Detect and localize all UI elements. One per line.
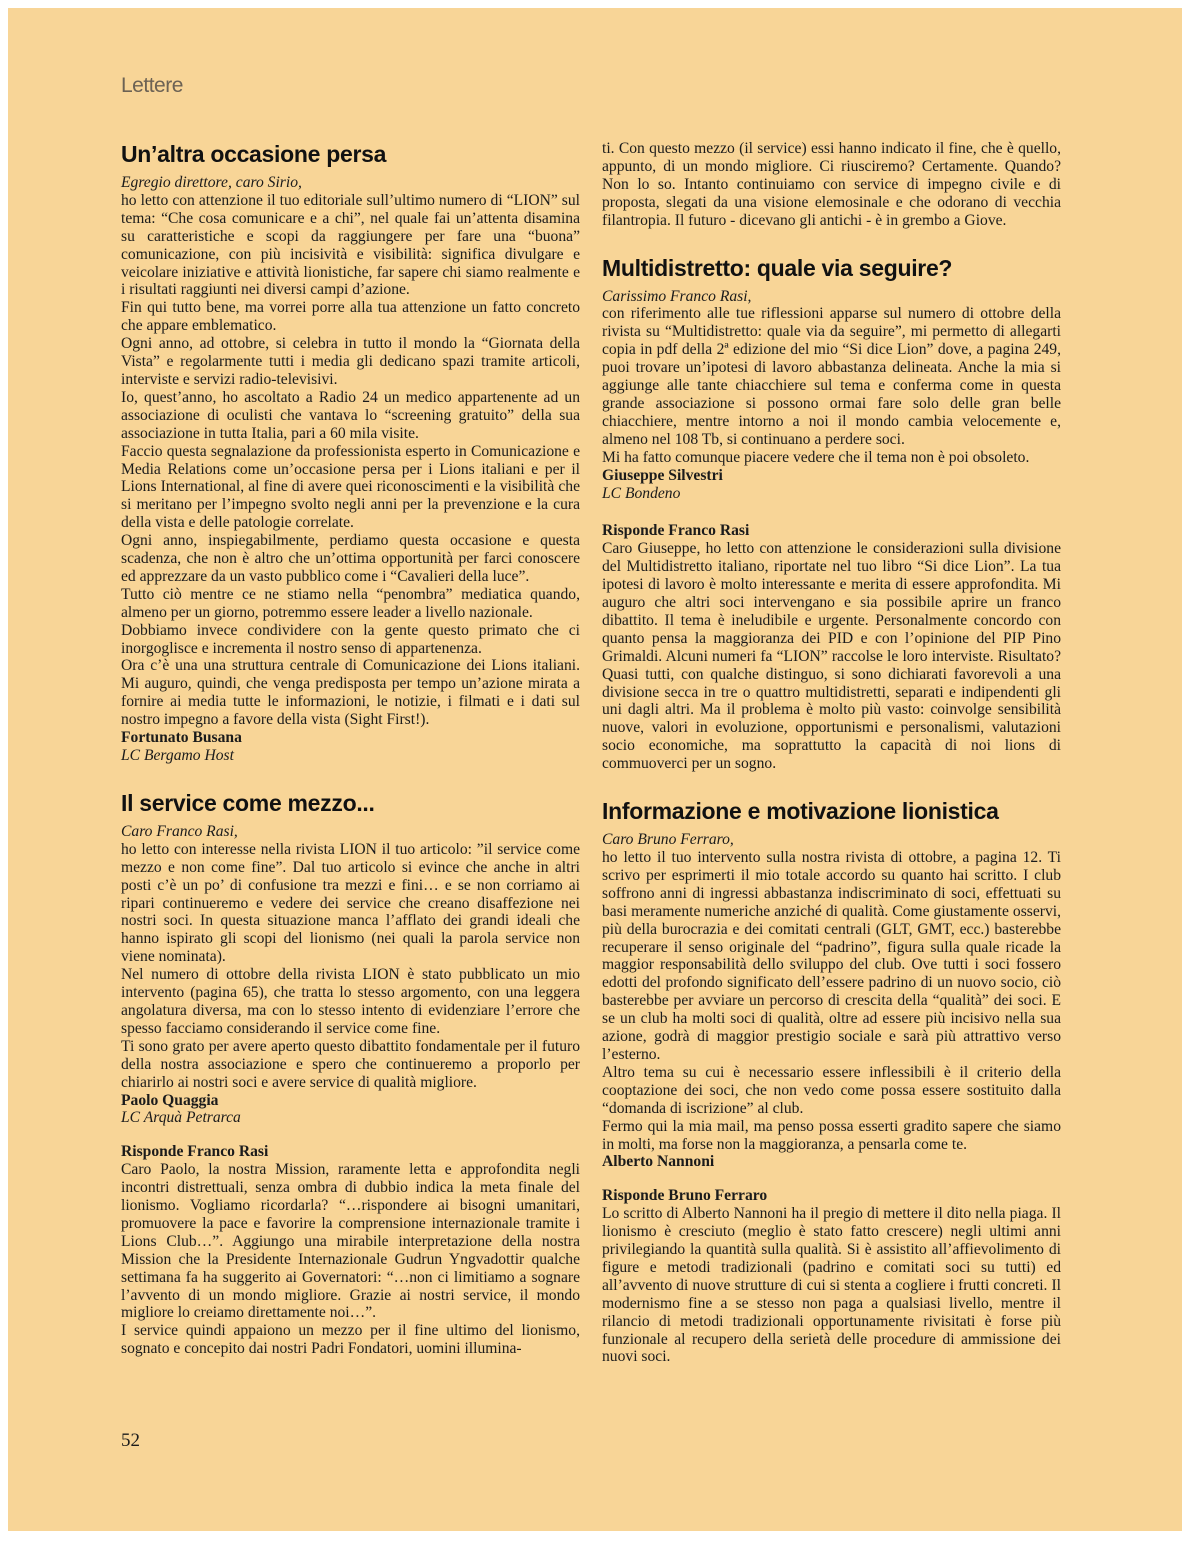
letter-paragraph: ho letto con interesse nella rivista LION il tuo articolo: ”il service come mezzo e non come fine”. Dal tuo articolo si evince che anche in altri posti c’è un po’ di confusione tra mezzi e fini… e se non corriamo ai ripari continueremo e vedere dei service che creano disaffezione nei nostri soci. In questa situazione manca l’afflato dei grandi ideali che hanno ispirato gli scopi del lionismo (nei quali la parola service non viene nominata). [121,840,580,966]
signature-club: LC Bergamo Host [121,747,234,764]
section-label-text: Lettere [121,74,183,97]
signature-name: Alberto Nannoni [602,1153,715,1171]
left-column [121,140,580,1358]
reply-heading: Risponde Franco Rasi [121,1143,269,1161]
letter-salutation: Caro Franco Rasi, [121,822,238,840]
letter-paragraph: Faccio questa segnalazione da professionista esperto in Comunicazione e Media Relations come un’occasione persa per i Lions italiani e per il Lions International, al fine di avere quei riconoscimenti e la visibilità che si meritano per l’impegno svolto negli anni per la prevenzione e la cura della vista e delle patologie correlate. [121,442,580,532]
letter-paragraph: Dobbiamo invece condividere con la gente questo primato che ci inorgoglisce e incrementa il nostro senso di appartenenza. [121,621,580,657]
letter-informazione-motivazione [602,797,1061,1366]
letter-service-mezzo [121,789,580,1358]
letter-title: Un’altra occasione persa [121,141,387,167]
page-number: 52 [121,1430,140,1451]
letter-salutation: Caro Bruno Ferraro, [602,831,734,849]
letter-paragraph: Nel numero di ottobre della rivista LION è stato pubblicato un mio intervento (pagina 65), che tratta lo stesso argomento, con una leggera angolatura diversa, ma con lo stesso intento di evidenziare l’errore che spesso facciamo considerando il service come fine. [121,966,580,1037]
letter-salutation: Egregio direttore, caro Sirio, [121,174,302,191]
letter-paragraph: Altro tema su cui è necessario essere inflessibili è il criterio della cooptazione dei soci, che non vedo come possa essere sostituito dalla “domanda di iscrizione” al club. [602,1063,1061,1117]
letter-paragraph: Ogni anno, ad ottobre, si celebra in tutto il mondo la “Giornata della Vista” e regolarmente tutti i media gli dedicano spazi tramite articoli, interviste e servizi radio-televisivi. [121,335,580,388]
letter-paragraph: Ogni anno, inspiegabilmente, perdiamo questa occasione e questa scadenza, che non è altro che un’ottima opportunità per farci conoscere ed apprezzare da un vasto pubblico come i “Cavalieri della luce”. [121,532,580,585]
letter-title: Informazione e motivazione lionistica [602,798,999,825]
letter-salutation: Carissimo Franco Rasi, [602,287,752,305]
letter-paragraph: Mi ha fatto comunque piacere vedere che il tema non è poi obsoleto. [602,448,1030,466]
letter-paragraph: ho letto il tuo intervento sulla nostra rivista di ottobre, a pagina 12. Ti scrivo per esprimerti il mio totale accordo su quanto hai scritto. I club soffrono anni di ingressi abbastanza indiscriminato di soci, effettuati su basi meramente numeriche anziché di qualità. Come giustamente osservi, più della burocrazia e dei comitati centrali (GLT, GMT, ecc.) basterebbe recuperare il senso originale del “padrino”, figura sulla quale ricade la maggior responsabilità dello sviluppo del club. Ove tutti i soci fossero edotti del profondo significato dell’essere padrino di un nuovo socio, ciò basterebbe per avviare un percorso di crescita della “qualità” dei soci. E se un club ha molti soci di qualità, oltre ad essere più incisivo nella sua azione, godrà di maggior prestigio sociale e sarà più attrattivo verso l’esterno. [602,849,1061,1063]
letter-paragraph: ho letto con attenzione il tuo editoriale sull’ultimo numero di “LION” sul tema: “Che cosa comunicare e a chi”, nel quale fai un’attenta disamina su caratteristiche e scopi da raggiungere per fare una “buona” comunicazione, con più incisività e visibilità: significa divulgare e veicolare iniziative e attività lionistiche, far sapere chi siamo realmente e i risultati raggiunti nei diversi campi d’azione. [121,191,580,299]
signature-name: Giuseppe Silvestri [602,466,723,484]
letter-paragraph: Tutto ciò mentre ce ne stiamo nella “penombra” mediatica quando, almeno per un giorno, potremmo essere leader a livello nazionale. [121,585,580,621]
signature-club: LC Bondeno [602,484,681,502]
letter-paragraph: Ora c’è una una struttura centrale di Comunicazione dei Lions italiani. Mi auguro, quindi, che venga predisposta per tempo un’azione mirata a fornire ai media tutte le informazioni, le notizie, i filmati e i dati sul nostro impegno a favore della vista (Sight First!). [121,657,580,729]
signature-club: LC Arquà Petrarca [121,1109,241,1127]
reply-heading: Risponde Franco Rasi [602,522,750,540]
section-label [121,74,183,98]
letter-title: Multidistretto: quale via seguire? [602,254,953,281]
letter-title: Il service come mezzo... [121,789,375,816]
letter-paragraph: Ti sono grato per avere aperto questo dibattito fondamentale per il futuro della nostra associazione e spero che continueremo a proporlo per chiarirlo ai nostri soci e avere service di qualità migliore. [121,1037,580,1091]
reply-paragraph: Caro Paolo, la nostra Mission, raramente letta e approfondita negli incontri distrettuali, senza ombra di dubbio indica la meta finale del lionismo. Vogliamo ricordarla? “…rispondere ai bisogni umanitari, promuovere la pace e favorire la comprensione internazionale tramite i Lions Club…”. Aggiungo una mirabile interpretazione della nostra Mission che la Presidente Internazionale Gudrun Yngvadottir qualche settimana fa ha suggerito ai Governatori: “…non ci limitiamo a sognare l’avvento di un mondo migliore. Grazie ai nostri service, il mondo migliore lo creiamo direttamente noi…”. [121,1161,580,1322]
right-column [602,140,1061,1366]
reply-paragraph: Lo scritto di Alberto Nannoni ha il pregio di mettere il dito nella piaga. Il lionismo è cresciuto (meglio è stato fatto crescere) negli ultimi anni privilegiando la quantità sulla qualità. Si è assistito all’affievolimento di figure e metodi tradizionali (padrino e comitati soci su tutti) ed all’avvento di nuove strutture di cui si stenta a cogliere i frutti concreti. Il modernismo fine a se stesso non paga a qualsiasi livello, mentre il rilancio di metodi tradizionali opportunamente rivisitati è forse più funzionale al recupero della serietà delle procedure di ammissione dei nuovi soci. [602,1205,1061,1366]
magazine-page [8,8,1182,1531]
letter-paragraph: Io, quest’anno, ho ascoltato a Radio 24 un medico appartenente ad un associazione di oculisti che vantava lo “screening gratuito” della sua associazione in tutta Italia, pari a 60 mila visite. [121,388,580,442]
reply-paragraph-continued: ti. Con questo mezzo (il service) essi hanno indicato il fine, che è quello, appunto, di un mondo migliore. Ci riusciremo? Certamente. Quando? Non lo so. Intanto continuiamo con service di impegno civile e di proposta, slegati da una visione elemosinale e che odorano di vecchia filantropia. Il futuro - dicevano gli antichi - è in grembo a Giove. [602,140,1061,229]
letter-occasione-persa [121,140,580,765]
signature-name: Fortunato Busana [121,729,242,747]
letter-multidistretto [602,254,1061,774]
reply-paragraph: Caro Giuseppe, ho letto con attenzione le considerazioni sulla divisione del Multidistretto italiano, riportate nel tuo libro “Si dice Lion”. La tua ipotesi di lavoro è molto interessante e merita di essere approfondita. Mi auguro che altri soci intervengano e sia possibile aprire un franco dibattito. Il tema è ineludibile e urgente. Personalmente concordo con quanto pensa la maggioranza dei PID e con l’opinione del PIP Pino Grimaldi. Alcuni numeri fa “LION” raccolse le loro interviste. Risultato? Quasi tutti, con qualche distinguo, si sono dichiarati favorevoli a una divisione secca in tre o quattro multidistretti, separati e indipendenti gli uni dagli altri. Ma il problema è molto più vasto: coinvolge sensibilità nuove, valori in evoluzione, opportunismi e personalismi, valutazioni socio economiche, ma soprattutto la capacità di noi lions di commuoverci per un sogno. [602,540,1061,773]
letter-paragraph: Fermo qui la mia mail, ma penso possa esserti gradito sapere che siamo in molti, ma forse non la maggioranza, a pensarla come te. [602,1117,1061,1153]
letter-paragraph: Fin qui tutto bene, ma vorrei porre alla tua attenzione un fatto concreto che appare emblematico. [121,299,580,335]
reply-heading: Risponde Bruno Ferraro [602,1187,768,1205]
letter-paragraph: con riferimento alle tue riflessioni apparse sul numero di ottobre della rivista su “Multidistretto: quale via da seguire”, mi permetto di allegarti copia in pdf della 2ª edizione del mio “Si dice Lion” dove, a pagina 249, puoi trovare un’ipotesi di lavoro abbastanza delineata. Anche la mia si aggiunge alle tante chiacchiere sul tema e conferma come in questa grande associazione si possono ormai fare solo delle gran belle chiacchiere, mentre intorno a noi il mondo cambia velocemente e, almeno nel 108 Tb, si continuano a perdere soci. [602,305,1061,448]
signature-name: Paolo Quaggia [121,1091,219,1109]
reply-paragraph: I service quindi appaiono un mezzo per il fine ultimo del lionismo, sognato e concepito dai nostri Padri Fondatori, uomini illumina- [121,1322,580,1358]
